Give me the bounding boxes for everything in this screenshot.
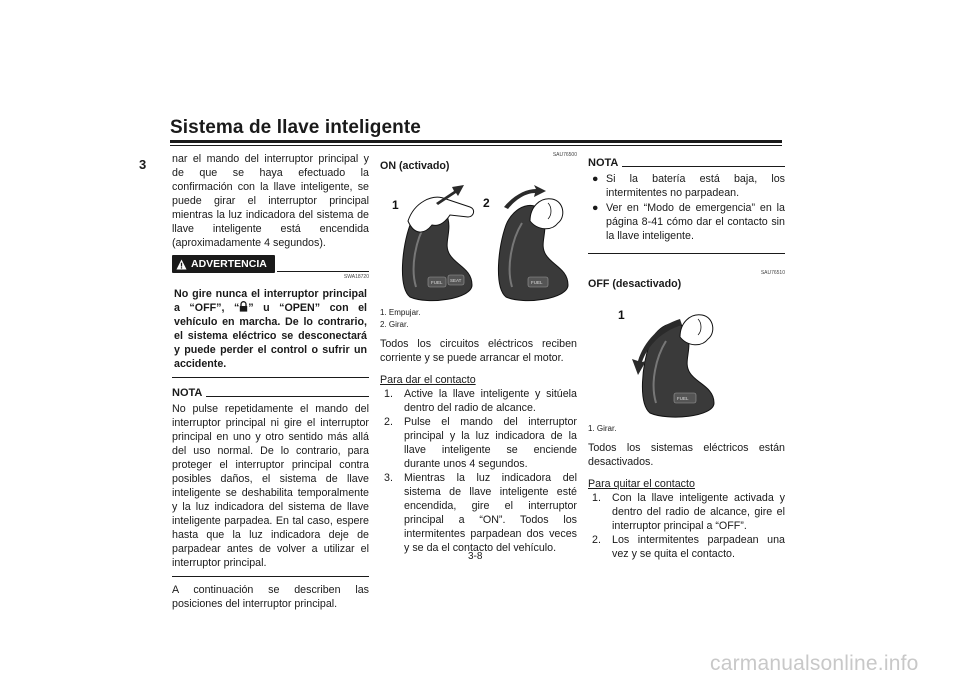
section-heading-on: ON (activado) [380, 160, 450, 172]
figure-caption: 1. Girar. [588, 424, 617, 433]
list-item [588, 533, 785, 561]
step-number: 2. [384, 416, 393, 428]
nota-rule [206, 396, 369, 397]
warning-end-rule [172, 377, 369, 378]
steps-list [380, 387, 577, 555]
list-item [588, 201, 785, 243]
callout-2: 2 [483, 196, 490, 210]
title-rule-thin [170, 145, 782, 146]
seat-label: SEAT [450, 278, 462, 283]
step-number: 2. [592, 534, 601, 546]
hand-icon [530, 199, 563, 229]
step-text: Con la llave inteligente activada y dentro del radio de alcance, gire el interruptor principal a “OFF”. [612, 492, 785, 532]
list-item [380, 471, 577, 555]
page-title: Sistema de llave inteligente [170, 117, 421, 138]
column-3 [588, 152, 785, 561]
section-heading-off: OFF (desactivado) [588, 278, 682, 290]
warning-code: SWA18720 [343, 274, 369, 280]
list-item [380, 415, 577, 471]
section-code: SAU76510 [760, 270, 785, 276]
nota-end-rule [172, 576, 369, 577]
step-number: 1. [384, 388, 393, 400]
nota-rule [622, 166, 785, 167]
hand-icon [680, 315, 713, 345]
bullet-icon: ● [592, 173, 599, 185]
bullet-text: Ver en “Modo de emergencia” en la página 8-41 cómo dar el contacto sin la llave inteligente. [606, 202, 785, 242]
warning-text-a: No gire nunca el interruptor principal a “OFF”, “ [174, 288, 367, 314]
paragraph: Todos los circuitos eléctricos reciben corriente y se puede arrancar el motor. [380, 338, 577, 364]
list-item [588, 491, 785, 533]
bullet-icon: ● [592, 202, 599, 214]
figure-on-switch [380, 177, 577, 305]
step-text: Los intermitentes parpadean una vez y se quita el contacto. [612, 534, 785, 560]
warning-text-b: ” u “OPEN” con el vehículo en marcha. De lo contrario, el sistema eléctrico se desconectará y puede perder el control o sufrir un accidente. [174, 302, 367, 370]
fuel-label: FUEL [677, 396, 689, 401]
step-number: 1. [592, 492, 601, 504]
title-rule [170, 140, 782, 143]
warning-header [172, 255, 369, 273]
step-text: Pulse el mando del interruptor principal y la luz indicadora de la llave inteligente se enciende durante unos 4 segundos. [404, 416, 577, 470]
step-text: Mientras la luz indicadora del sistema de llave inteligente esté encendida, gire el interruptor principal a “ON”. Todos los intermitentes parpadean dos veces y se da el contacto del vehículo. [404, 472, 577, 554]
list-item [380, 387, 577, 415]
step-text: Active la llave inteligente y sitúela dentro del radio de alcance. [404, 388, 577, 414]
list-item [588, 172, 785, 200]
bullet-list [588, 172, 785, 243]
fuel-label: FUEL [431, 280, 443, 285]
warning-triangle-icon [176, 259, 187, 270]
nota-header [172, 386, 369, 400]
paragraph: Todos los sistemas eléctricos están desactivados. [588, 442, 785, 468]
warning-text [172, 287, 369, 371]
fuel-label: FUEL [531, 280, 543, 285]
callout-1: 1 [618, 308, 625, 322]
lock-icon [239, 301, 248, 312]
callout-1: 1 [392, 198, 399, 212]
page-number: 3-8 [468, 551, 483, 562]
nota-end-rule [588, 253, 785, 254]
subheading: Para dar el contacto [380, 374, 476, 386]
paragraph: nar el mando del interruptor principal y de que se haya efectuado la confirmación con la llave inteligente, se puede girar el interruptor principal mientras la luz indicadora del sistema de llave inteligente está encendida (aproximadamente 4 segundos). [172, 153, 369, 249]
paragraph: A continuación se describen las posiciones del interruptor principal. [172, 584, 369, 610]
chapter-number: 3 [139, 157, 147, 172]
figure-caption: 2. Girar. [380, 320, 409, 329]
warning-label [172, 255, 275, 273]
nota-label: NOTA [172, 387, 203, 399]
steps-list [588, 491, 785, 561]
figure-off-switch [588, 295, 785, 421]
column-2 [380, 152, 577, 555]
figure-caption: 1. Empujar. [380, 308, 421, 317]
watermark: carmanualsonline.info [710, 652, 919, 675]
nota-label: NOTA [588, 157, 619, 169]
nota-header [588, 156, 785, 170]
step-number: 3. [384, 472, 393, 484]
section-code: SAU76500 [552, 152, 577, 158]
column-1 [172, 152, 369, 611]
warning-rule [277, 271, 369, 272]
subheading: Para quitar el contacto [588, 478, 695, 490]
nota-text: No pulse repetidamente el mando del interruptor principal ni gire el interruptor principal en uno y otro sentido más allá del uso normal. De lo contrario, para proteger el interruptor principal contra posibles daños, el sistema de llave inteligente se deshabilita temporalmente y la luz indicadora del sistema de llave inteligente parpadea. En tal caso, espere hasta que la luz indicadora deje de parpadear antes de volver a utilizar el interruptor principal. [172, 403, 369, 569]
warning-label-text: ADVERTENCIA [191, 258, 267, 270]
bullet-text: Si la batería está baja, los intermitentes no parpadean. [606, 173, 785, 199]
